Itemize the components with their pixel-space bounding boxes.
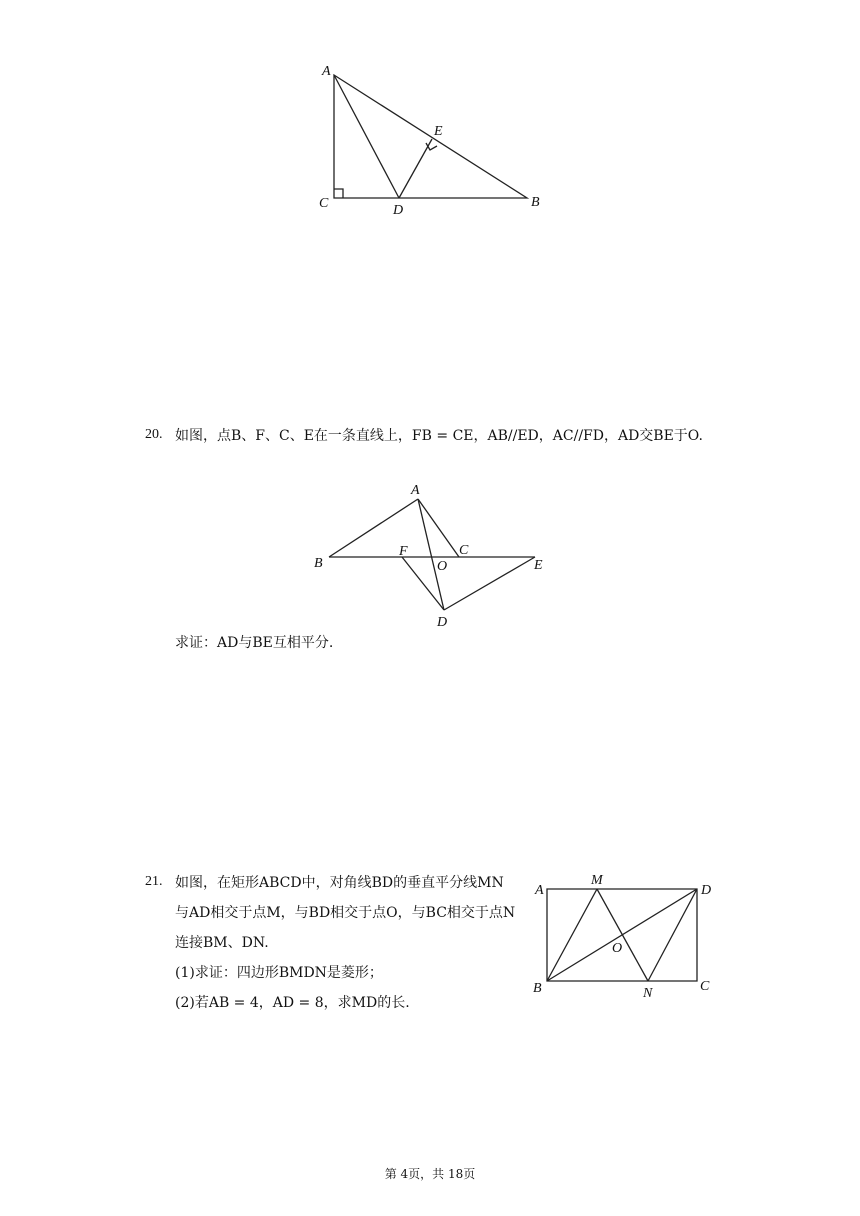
label-b: B <box>533 981 542 996</box>
question-21-part-2: (2)若AB = 4，AD = 8，求MD的长. <box>175 995 410 1011</box>
question-20-number: 20. <box>145 427 163 442</box>
right-angle-mark-e <box>426 143 437 150</box>
label-m: M <box>591 873 603 888</box>
label-d: D <box>393 203 404 218</box>
rectangle-figure-21 <box>0 870 860 1010</box>
segment-mn <box>597 889 648 981</box>
label-c: C <box>459 543 469 558</box>
triangle-abc <box>334 75 527 198</box>
label-e: E <box>534 558 543 573</box>
label-o: O <box>612 941 623 956</box>
label-c: C <box>700 979 710 994</box>
question-21-number: 21. <box>145 874 163 889</box>
question-20-prove: 求证：AD与BE互相平分. <box>175 635 334 651</box>
label-o: O <box>437 559 448 574</box>
right-angle-mark-c <box>334 189 343 198</box>
segment-dn <box>648 889 697 981</box>
page-footer: 第 4页，共 18页 <box>384 1167 476 1181</box>
segment-ad <box>334 75 399 198</box>
question-21-line-3: 连接BM、DN. <box>175 935 269 951</box>
question-21-part-1: (1)求证：四边形BMDN是菱形； <box>175 965 383 981</box>
label-b: B <box>314 556 323 571</box>
label-a: A <box>322 64 331 79</box>
label-d: D <box>701 883 712 898</box>
segment-de <box>399 139 432 198</box>
question-20-statement: 如图，点B、F、C、E在一条直线上，FB = CE，AB//ED，AC//FD，AD交BE于O. <box>175 428 703 444</box>
label-d: D <box>437 615 448 630</box>
label-b: B <box>531 195 540 210</box>
segment-bm <box>547 889 597 981</box>
figure-20 <box>0 470 860 670</box>
label-c: C <box>319 196 329 211</box>
question-21-line-2: 与AD相交于点M，与BD相交于点O，与BC相交于点N <box>175 905 516 921</box>
label-n: N <box>643 986 653 1001</box>
label-e: E <box>434 124 443 139</box>
segment-de <box>444 557 535 610</box>
question-21-line-1: 如图，在矩形ABCD中，对角线BD的垂直平分线MN <box>175 875 504 891</box>
label-f: F <box>399 544 408 559</box>
triangle-figure-19 <box>0 0 860 240</box>
label-a: A <box>411 483 420 498</box>
label-a: A <box>535 883 544 898</box>
